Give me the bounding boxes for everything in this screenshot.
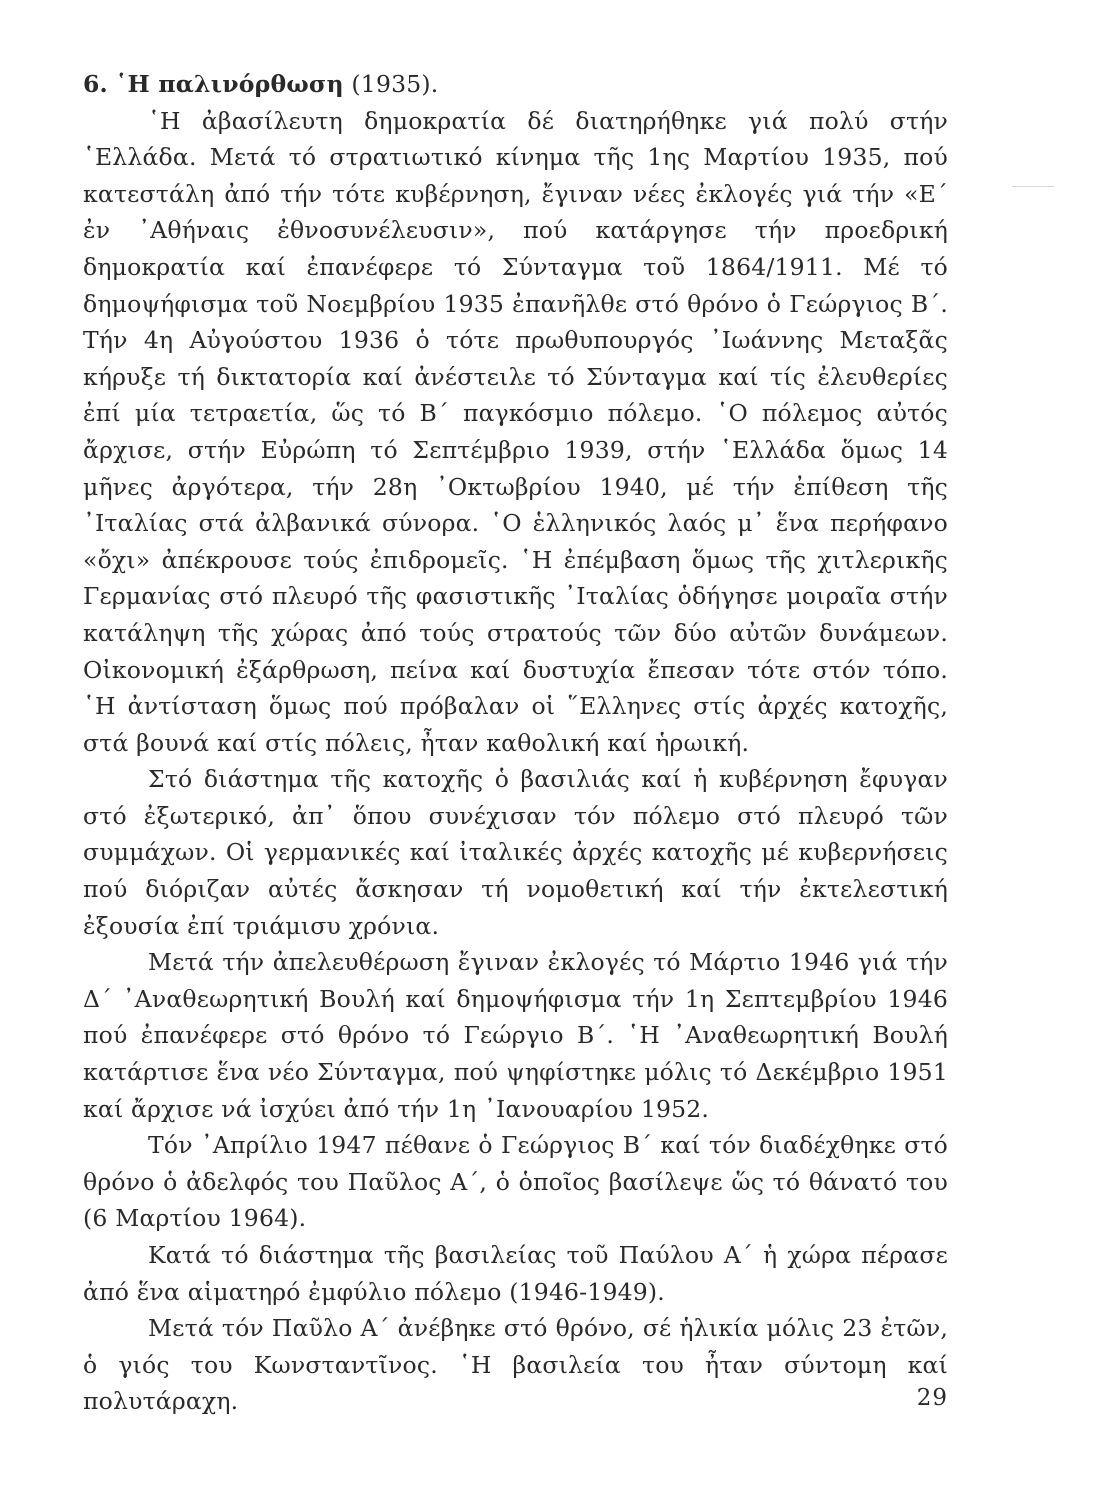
page-number: 29	[916, 1385, 948, 1411]
paragraph-4: Τόν ᾿Απρίλιο 1947 πέθανε ὁ Γεώργιος Β΄ καί τόν διαδέχθηκε στό θρόνο ὁ ἀδελφός του Παῦλος Α΄, ὁ ὁποῖος βασίλεψε ὥς τό θάνατό του (6 Μαρτίου 1964).	[83, 1131, 948, 1233]
book-page	[83, 0, 948, 1500]
paragraph-3: Μετά τήν ἀπελευθέρωση ἔγιναν ἐκλογές τό Μάρτιο 1946 γιά τήν Δ΄ ᾿Αναθεωρητική Βουλή καί δημοψήφισμα τήν 1η Σεπτεμβρίου 1946 πού ἐπανέφερε στό θρόνο τό Γεώργιο Β΄. ῾Η ᾿Αναθεωρητική Βουλή κατάρτισε ἕνα νέο Σύνταγμα, πού ψηφίστηκε μόλις τό Δεκέμβριο 1951 καί ἄρχισε νά ἰσχύει ἀπό τήν 1η ᾿Ιανουαρίου 1952.	[83, 948, 948, 1123]
paragraph-1: ῾Η ἀβασίλευτη δημοκρατία δέ διατηρήθηκε γιά πολύ στήν ῾Ελλάδα. Μετά τό στρατιωτικό κίνημα τῆς 1ης Μαρτίου 1935, πού κατεστάλη ἀπό τήν τότε κυβέρνηση, ἔγιναν νέες ἐκλογές γιά τήν «Ε΄ ἐν ᾿Αθήναις ἐθνοσυνέλευσιν», πού κατάργησε τήν προεδρική δημοκρατία καί ἐπανέφερε τό Σύνταγμα τοῦ 1864/1911. Μέ τό δημοψήφισμα τοῦ Νοεμβρίου 1935 ἐπανῆλθε στό θρόνο ὁ Γεώργιος Β΄. Τήν 4η Αὐγούστου 1936 ὁ τότε πρωθυπουργός ᾿Ιωάννης Μεταξᾶς κήρυξε τή δικτατορία καί ἀνέστειλε τό Σύνταγμα καί τίς ἐλευθερίες ἐπί μία τετραετία, ὥς τό Β΄ παγκόσμιο πόλεμο. ῾Ο πόλεμος αὐτός ἄρχισε, στήν Εὐρώπη τό Σεπτέμβριο 1939, στήν ῾Ελλάδα ὅμως 14 μῆνες ἀργότερα, τήν 28η ᾿Οκτωβρίου 1940, μέ τήν ἐπίθεση τῆς ᾿Ιταλίας στά ἀλβανικά σύνορα. ῾Ο ἑλληνικός λαός μ᾿ ἕνα περήφανο «ὄχι» ἀπέκρουσε τούς ἐπιδρομεῖς. ῾Η ἐπέμβαση ὅμως τῆς χιτλερικῆς Γερμανίας στό πλευρό τῆς φασιστικῆς ᾿Ιταλίας ὁδήγησε μοιραῖα στήν κατάληψη τῆς χώρας ἀπό τούς στρατούς τῶν δύο αὐτῶν δυνάμεων. Οἰκονομική ἐξάρθρωση, πείνα καί δυστυχία ἔπεσαν τότε στόν τόπο. ῾Η ἀντίσταση ὅμως πού πρόβαλαν οἱ ῞Ελληνες στίς ἀρχές κατοχῆς, στά βουνά καί στίς πόλεις, ἦταν καθολική καί ἡρωική.	[83, 106, 948, 757]
margin-scan-mark	[1012, 186, 1054, 187]
paragraph-5: Κατά τό διάστημα τῆς βασιλείας τοῦ Παύλου Α΄ ἡ χώρα πέρασε ἀπό ἕνα αἱματηρό ἐμφύλιο πόλεμο (1946-1949).	[83, 1241, 948, 1306]
section-year: (1935).	[351, 70, 439, 98]
section-title: ῾Η παλινόρθωση	[115, 70, 344, 98]
page-body	[83, 66, 948, 1420]
section-number: 6.	[83, 70, 108, 98]
section-heading	[83, 66, 948, 103]
paragraph-6: Μετά τόν Παῦλο Α΄ ἀνέβηκε στό θρόνο, σέ ἡλικία μόλις 23 ἐτῶν, ὁ γιός του Κωνσταντῖνος. ῾Η βασιλεία του ἦταν σύντομη καί πολυτάραχη.	[83, 1314, 948, 1416]
paragraph-2: Στό διάστημα τῆς κατοχῆς ὁ βασιλιάς καί ἡ κυβέρνηση ἔφυγαν στό ἐξωτερικό, ἀπ᾿ ὅπου συνέχισαν τόν πόλεμο στό πλευρό τῶν συμμάχων. Οἱ γερμανικές καί ἰταλικές ἀρχές κατοχῆς μέ κυβερνήσεις πού διόριζαν αὐτές ἄσκησαν τή νομοθετική καί τήν ἐκτελεστική ἐξουσία ἐπί τριάμισυ χρόνια.	[83, 765, 948, 940]
